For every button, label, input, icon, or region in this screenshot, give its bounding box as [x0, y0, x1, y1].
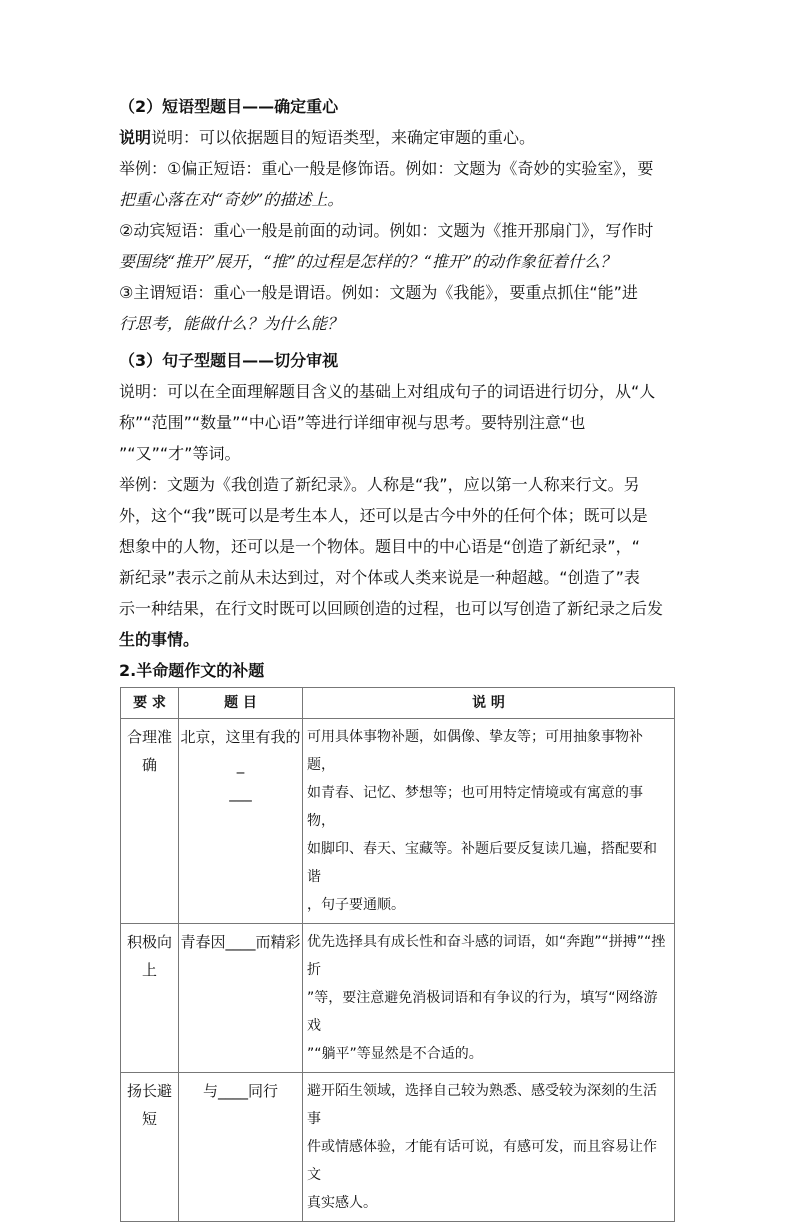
sentence-text-7: 新纪录”表示之前从未达到过，对个体或人类来说是一种超越。“创造了”表 [119, 568, 640, 587]
row2-desc-line3: ”“躺平”等显然是不合适的。 [307, 1046, 483, 1062]
table-row [121, 924, 675, 1073]
half-title-table-wrap [120, 687, 674, 1222]
table-row [121, 1073, 675, 1222]
row1-title-line2: ___ [229, 784, 252, 802]
table-header-row [121, 688, 675, 719]
sentence-line-5 [119, 500, 679, 531]
phrase-text-1: 说明：可以依据题目的短语类型，来确定审题的重心。 [151, 128, 536, 147]
sentence-text-5: 外，这个“我”既可以是考生本人，还可以是古今中外的任何个体；既可以是 [119, 506, 648, 525]
header-requirement: 要 求 [121, 688, 179, 719]
row3-desc-line2: 件或情感体验，才能有话可说，有感可发，而且容易让作文 [307, 1139, 657, 1183]
row3-requirement-line2: 短 [141, 1110, 157, 1128]
sentence-line-9 [119, 624, 679, 655]
phrase-line-6 [119, 277, 679, 308]
sentence-text-3: ”“又”“才”等词。 [119, 444, 241, 463]
row1-desc-line4: ，句子要通顺。 [307, 897, 405, 913]
sentence-line-8 [119, 593, 679, 624]
half-title-heading: 2.半命题作文的补题 [119, 661, 265, 680]
row1-title-line1: 北京，这里有我的_ [180, 728, 301, 774]
row1-requirement [121, 719, 179, 924]
row3-title-line1: 与____同行 [202, 1082, 278, 1100]
sentence-text-1: 说明：可以在全面理解题目含义的基础上对组成句子的词语进行切分，从“人 [119, 382, 656, 401]
sentence-section-heading: （3）句子型题目——切分审视 [119, 351, 339, 370]
row1-requirement-line1: 合理准 [126, 728, 172, 746]
phrase-line-3 [119, 184, 679, 215]
sentence-text-9: 生的事情。 [119, 630, 200, 649]
sentence-text-6: 想象中的人物，还可以是一个物体。题目中的中心语是“创造了新纪录”，“ [119, 537, 640, 556]
row1-desc-line2: 如青春、记忆、梦想等；也可用特定情境或有寓意的事物， [307, 785, 643, 829]
row1-desc-line3: 如脚印、春天、宝藏等。补题后要反复读几遍，搭配要和谐 [307, 841, 657, 885]
row2-requirement [121, 924, 179, 1073]
row3-requirement [121, 1073, 179, 1222]
sentence-line-6 [119, 531, 679, 562]
row3-desc-line1: 避开陌生领域，选择自己较为熟悉、感受较为深刻的生活事 [307, 1083, 657, 1127]
sentence-text-4: 举例：文题为《我创造了新纪录》。人称是“我”，应以第一人称来行文。另 [119, 475, 640, 494]
row2-desc-line1: 优先选择具有成长性和奋斗感的词语，如“奔跑”“拼搏”“挫折 [307, 934, 666, 978]
phrase-line-2 [119, 153, 679, 184]
half-title-table [120, 687, 675, 1222]
row1-title [179, 719, 303, 924]
sentence-text-8: 示一种结果，在行文时既可以回顾创造的过程，也可以写创造了新纪录之后发 [119, 599, 664, 618]
sentence-line-3 [119, 438, 679, 469]
table-row [121, 719, 675, 924]
row1-desc-line1: 可用具体事物补题，如偶像、挚友等；可用抽象事物补题， [307, 729, 643, 773]
row3-desc-line3: 真实感人。 [307, 1195, 377, 1211]
sentence-text-2: 称”“范围”“数量”“中心语”等进行详细审视与思考。要特别注意“也 [119, 413, 586, 432]
sentence-line-7 [119, 562, 679, 593]
sentence-line-2 [119, 407, 679, 438]
phrase-line-5 [119, 246, 679, 277]
phrase-text-4: ②动宾短语：重心一般是前面的动词。例如：文题为《推开那扇门》，写作时 [119, 221, 654, 240]
row1-requirement-line2: 确 [141, 756, 157, 774]
phrase-text-3: 把重心落在对“奇妙”的描述上。 [119, 190, 344, 209]
phrase-line-4 [119, 215, 679, 246]
content-area [119, 91, 679, 686]
phrase-section-heading: （2）短语型题目——确定重心 [119, 97, 339, 116]
row2-title [179, 924, 303, 1073]
header-title: 题 目 [179, 688, 303, 719]
row3-title [179, 1073, 303, 1222]
row2-title-line1: 青春因____而精彩 [180, 933, 301, 951]
sentence-line-1 [119, 376, 679, 407]
phrase-line-1 [119, 122, 679, 153]
row3-description [303, 1073, 675, 1222]
sentence-line-4 [119, 469, 679, 500]
phrase-text-6: ③主谓短语：重心一般是谓语。例如：文题为《我能》，要重点抓住“能”进 [119, 283, 638, 302]
row1-description [303, 719, 675, 924]
row2-description [303, 924, 675, 1073]
phrase-text-7: 行思考，能做什么？为什么能？ [119, 314, 344, 333]
row2-desc-line2: ”等，要注意避免消极词语和有争议的行为，填写“网络游戏 [307, 990, 658, 1034]
phrase-text-2: 举例：①偏正短语：重心一般是修饰语。例如：文题为《奇妙的实验室》，要 [119, 159, 654, 178]
phrase-label-1: 说明 [119, 128, 152, 147]
header-description: 说 明 [303, 688, 675, 719]
row3-requirement-line1: 扬长避 [126, 1082, 172, 1100]
phrase-text-5: 要围绕“推开”展开，“推”的过程是怎样的？“推开”的动作象征着什么？ [119, 252, 617, 271]
phrase-line-7 [119, 308, 679, 339]
row2-requirement-line1: 积极向 [126, 933, 172, 951]
row2-requirement-line2: 上 [141, 961, 157, 979]
